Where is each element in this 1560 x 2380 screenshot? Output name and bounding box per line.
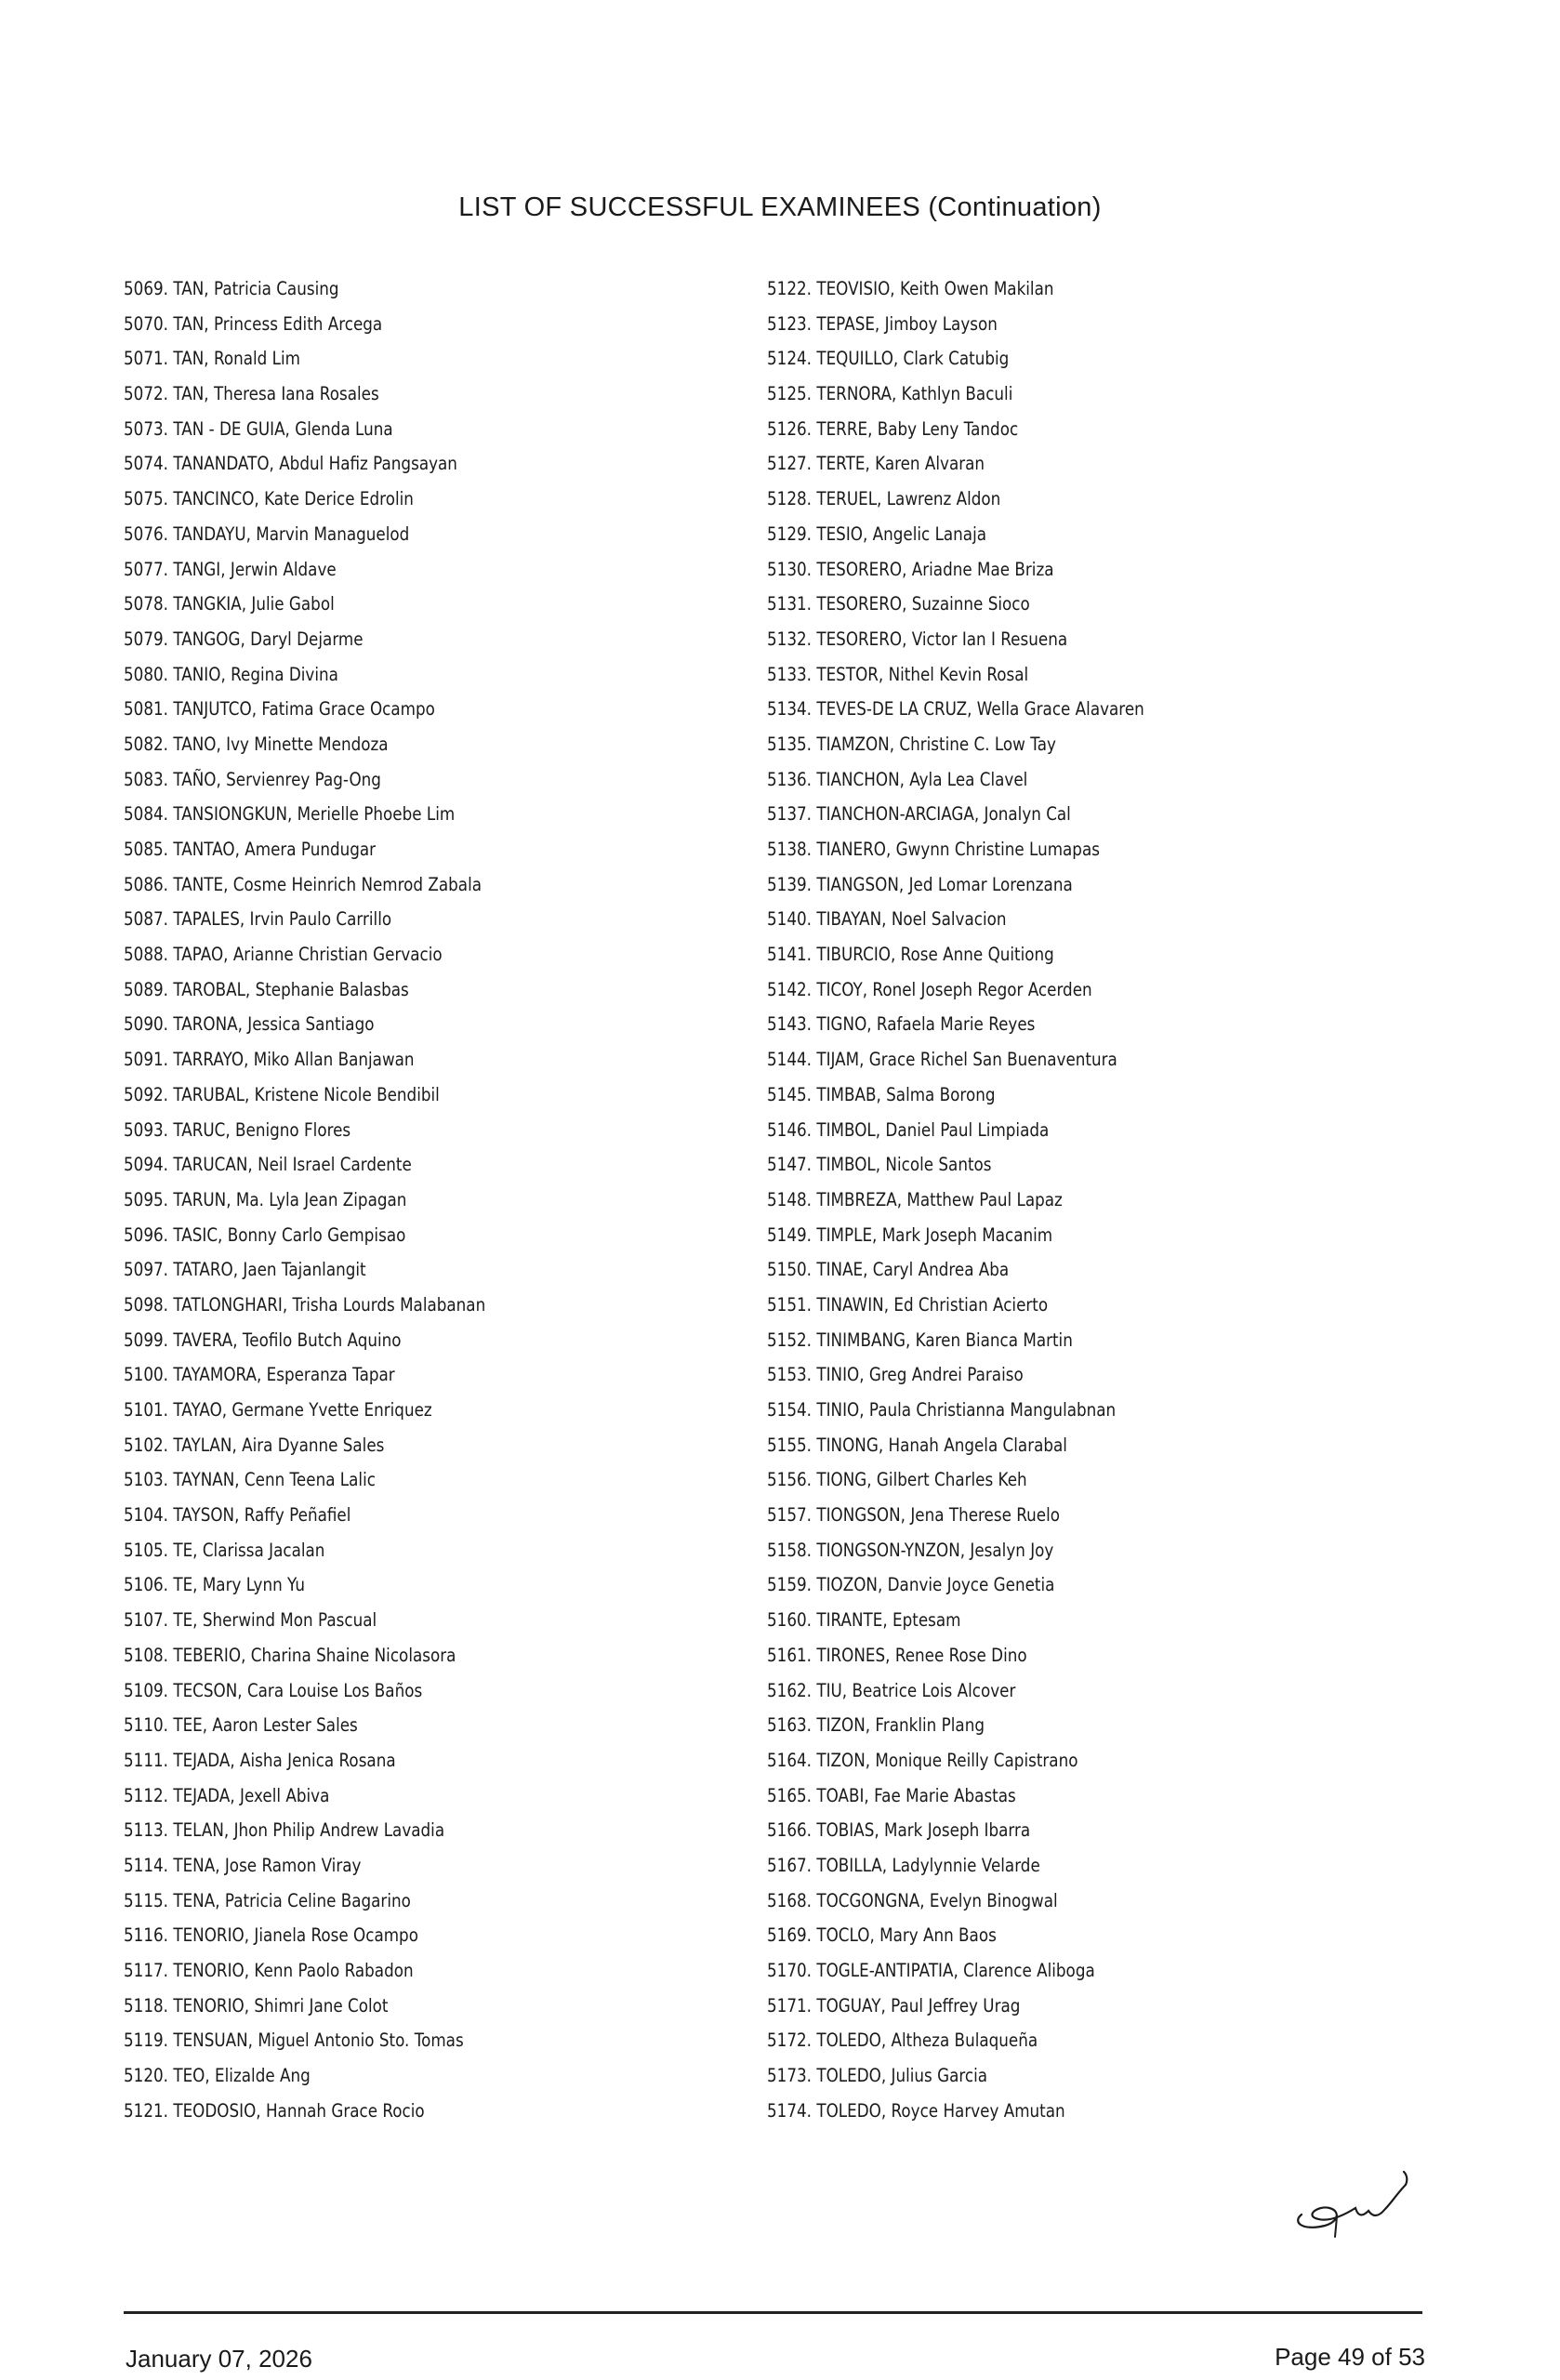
examinee-entry: 5127. TERTE, Karen Alvaran [767, 453, 985, 475]
examinee-entry: 5125. TERNORA, Kathlyn Baculi [767, 383, 1013, 405]
examinee-entry: 5110. TEE, Aaron Lester Sales [124, 1714, 358, 1737]
examinee-entry: 5109. TECSON, Cara Louise Los Baños [124, 1679, 423, 1701]
examinee-entry: 5107. TE, Sherwind Mon Pascual [124, 1609, 377, 1632]
examinee-entry: 5091. TARRAYO, Miko Allan Banjawan [124, 1049, 415, 1071]
examinee-entry: 5162. TIU, Beatrice Lois Alcover [767, 1679, 1016, 1701]
examinee-entry: 5087. TAPALES, Irvin Paulo Carrillo [124, 908, 392, 931]
examinee-list-right [767, 271, 1144, 2128]
examinee-entry: 5084. TANSIONGKUN, Merielle Phoebe Lim [124, 803, 456, 826]
examinee-entry: 5082. TANO, Ivy Minette Mendoza [124, 733, 389, 755]
examinee-entry: 5069. TAN, Patricia Causing [124, 278, 339, 299]
examinee-entry: 5136. TIANCHON, Ayla Lea Clavel [767, 768, 1028, 790]
examinee-entry: 5138. TIANERO, Gwynn Christine Lumapas [767, 839, 1100, 860]
examinee-entry: 5077. TANGI, Jerwin Aldave [124, 558, 337, 580]
examinee-entry: 5098. TATLONGHARI, Trisha Lourds Malabanan [124, 1293, 486, 1316]
examinee-entry: 5144. TIJAM, Grace Richel San Buenaventura [767, 1049, 1117, 1071]
examinee-entry: 5171. TOGUAY, Paul Jeffrey Urag [767, 1994, 1021, 2016]
examinee-entry: 5073. TAN - DE GUIA, Glenda Luna [124, 417, 393, 440]
page-number: Page 49 of 53 [1275, 2343, 1425, 2371]
examinee-entry: 5131. TESORERO, Suzainne Sioco [767, 593, 1030, 615]
examinee-entry: 5134. TEVES-DE LA CRUZ, Wella Grace Alavaren [767, 698, 1144, 721]
examinee-entry: 5106. TE, Mary Lynn Yu [124, 1574, 306, 1596]
examinee-entry: 5154. TINIO, Paula Christianna Mangulabnan [767, 1399, 1117, 1421]
examinee-entry: 5130. TESORERO, Ariadne Mae Briza [767, 558, 1054, 580]
examinee-entry: 5074. TANANDATO, Abdul Hafiz Pangsayan [124, 453, 457, 475]
examinee-entry: 5092. TARUBAL, Kristene Nicole Bendibil [124, 1083, 440, 1105]
page-title: LIST OF SUCCESSFUL EXAMINEES (Continuation) [458, 192, 1102, 222]
examinee-entry: 5103. TAYNAN, Cenn Teena Lalic [124, 1469, 376, 1491]
examinee-entry: 5085. TANTAO, Amera Pundugar [124, 839, 377, 860]
examinee-entry: 5150. TINAE, Caryl Andrea Aba [767, 1259, 1010, 1281]
examinee-entry: 5147. TIMBOL, Nicole Santos [767, 1154, 992, 1176]
examinee-entry: 5104. TAYSON, Raffy Peñafiel [124, 1504, 351, 1527]
examinee-entry: 5157. TIONGSON, Jena Therese Ruelo [767, 1504, 1061, 1527]
examinee-entry: 5140. TIBAYAN, Noel Salvacion [767, 908, 1007, 931]
examinee-entry: 5070. TAN, Princess Edith Arcega [124, 312, 383, 335]
examinee-entry: 5094. TARUCAN, Neil Israel Cardente [124, 1154, 412, 1176]
examinee-entry: 5153. TINIO, Greg Andrei Paraiso [767, 1364, 1024, 1386]
examinee-entry: 5145. TIMBAB, Salma Borong [767, 1083, 996, 1105]
examinee-entry: 5152. TINIMBANG, Karen Bianca Martin [767, 1329, 1073, 1351]
examinee-entry: 5133. TESTOR, Nithel Kevin Rosal [767, 663, 1029, 685]
footer-date: January 07, 2026 [126, 2345, 312, 2373]
examinee-entry: 5158. TIONGSON-YNZON, Jesalyn Joy [767, 1539, 1054, 1561]
examinee-entry: 5116. TENORIO, Jianela Rose Ocampo [124, 1924, 418, 1947]
examinee-entry: 5139. TIANGSON, Jed Lomar Lorenzana [767, 873, 1073, 895]
examinee-entry: 5167. TOBILLA, Ladylynnie Velarde [767, 1854, 1040, 1876]
examinee-entry: 5119. TENSUAN, Miguel Antonio Sto. Tomas [124, 2030, 464, 2052]
examinee-entry: 5170. TOGLE-ANTIPATIA, Clarence Aliboga [767, 1960, 1095, 1981]
examinee-entry: 5165. TOABI, Fae Marie Abastas [767, 1784, 1016, 1806]
examinee-entry: 5102. TAYLAN, Aira Dyanne Sales [124, 1434, 385, 1456]
examinee-entry: 5097. TATARO, Jaen Tajanlangit [124, 1259, 366, 1281]
examinee-entry: 5151. TINAWIN, Ed Christian Acierto [767, 1293, 1049, 1316]
examinee-entry: 5128. TERUEL, Lawrenz Aldon [767, 488, 1001, 510]
examinee-entry: 5100. TAYAMORA, Esperanza Tapar [124, 1364, 395, 1386]
examinee-entry: 5086. TANTE, Cosme Heinrich Nemrod Zabala [124, 873, 483, 895]
examinee-entry: 5155. TINONG, Hanah Angela Clarabal [767, 1434, 1067, 1456]
examinee-entry: 5168. TOCGONGNA, Evelyn Binogwal [767, 1889, 1058, 1911]
examinee-entry: 5117. TENORIO, Kenn Paolo Rabadon [124, 1960, 414, 1981]
examinee-entry: 5172. TOLEDO, Altheza Bulaqueña [767, 2030, 1038, 2052]
examinee-entry: 5075. TANCINCO, Kate Derice Edrolin [124, 488, 414, 510]
examinee-entry: 5093. TARUC, Benigno Flores [124, 1118, 351, 1141]
examinee-entry: 5083. TAÑO, Servienrey Pag-Ong [124, 768, 381, 790]
examinee-entry: 5111. TEJADA, Aisha Jenica Rosana [124, 1749, 396, 1771]
examinee-entry: 5078. TANGKIA, Julie Gabol [124, 593, 335, 615]
examinee-entry: 5120. TEO, Elizalde Ang [124, 2065, 311, 2087]
examinee-entry: 5095. TARUN, Ma. Lyla Jean Zipagan [124, 1188, 407, 1210]
examinee-entry: 5112. TEJADA, Jexell Abiva [124, 1784, 330, 1806]
examinee-entry: 5174. TOLEDO, Royce Harvey Amutan [767, 2099, 1065, 2122]
examinee-entry: 5146. TIMBOL, Daniel Paul Limpiada [767, 1118, 1050, 1141]
examinee-entry: 5113. TELAN, Jhon Philip Andrew Lavadia [124, 1819, 445, 1842]
examinee-entry: 5132. TESORERO, Victor Ian I Resuena [767, 628, 1068, 650]
examinee-entry: 5142. TICOY, Ronel Joseph Regor Acerden [767, 978, 1092, 1000]
examinee-entry: 5118. TENORIO, Shimri Jane Colot [124, 1994, 389, 2016]
examinee-entry: 5090. TARONA, Jessica Santiago [124, 1013, 375, 1036]
examinee-entry: 5121. TEODOSIO, Hannah Grace Rocio [124, 2099, 425, 2122]
examinee-entry: 5072. TAN, Theresa Iana Rosales [124, 383, 379, 405]
examinee-entry: 5141. TIBURCIO, Rose Anne Quitiong [767, 944, 1054, 966]
examinee-entry: 5135. TIAMZON, Christine C. Low Tay [767, 733, 1056, 755]
examinee-entry: 5163. TIZON, Franklin Plang [767, 1714, 985, 1737]
examinee-entry: 5076. TANDAYU, Marvin Managuelod [124, 522, 410, 545]
examinee-entry: 5169. TOCLO, Mary Ann Baos [767, 1924, 997, 1947]
examinee-entry: 5156. TIONG, Gilbert Charles Keh [767, 1469, 1027, 1491]
examinee-entry: 5101. TAYAO, Germane Yvette Enriquez [124, 1399, 432, 1421]
examinee-entry: 5079. TANGOG, Daryl Dejarme [124, 628, 364, 650]
examinee-entry: 5159. TIOZON, Danvie Joyce Genetia [767, 1574, 1055, 1596]
examinee-entry: 5129. TESIO, Angelic Lanaja [767, 522, 987, 545]
examinee-entry: 5166. TOBIAS, Mark Joseph Ibarra [767, 1819, 1031, 1842]
examinee-entry: 5122. TEOVISIO, Keith Owen Makilan [767, 278, 1054, 299]
examinee-entry: 5161. TIRONES, Renee Rose Dino [767, 1644, 1027, 1666]
examinee-entry: 5099. TAVERA, Teofilo Butch Aquino [124, 1329, 402, 1351]
examinee-entry: 5173. TOLEDO, Julius Garcia [767, 2065, 988, 2087]
examinee-entry: 5081. TANJUTCO, Fatima Grace Ocampo [124, 698, 435, 721]
examinee-entry: 5071. TAN, Ronald Lim [124, 348, 301, 370]
examinee-entry: 5123. TEPASE, Jimboy Layson [767, 312, 998, 335]
examinee-entry: 5096. TASIC, Bonny Carlo Gempisao [124, 1223, 406, 1246]
examinee-entry: 5105. TE, Clarissa Jacalan [124, 1539, 325, 1561]
examinee-entry: 5164. TIZON, Monique Reilly Capistrano [767, 1749, 1078, 1771]
examinee-entry: 5148. TIMBREZA, Matthew Paul Lapaz [767, 1188, 1063, 1210]
examinee-entry: 5089. TAROBAL, Stephanie Balasbas [124, 978, 409, 1000]
examinee-entry: 5114. TENA, Jose Ramon Viray [124, 1854, 362, 1876]
examinee-list-left [124, 271, 485, 2128]
examinee-entry: 5137. TIANCHON-ARCIAGA, Jonalyn Cal [767, 803, 1071, 826]
examinee-entry: 5124. TEQUILLO, Clark Catubig [767, 348, 1010, 370]
signature-mark [1283, 2157, 1432, 2241]
examinee-entry: 5149. TIMPLE, Mark Joseph Macanim [767, 1223, 1053, 1246]
examinee-entry: 5160. TIRANTE, Eptesam [767, 1609, 961, 1632]
examinee-entry: 5108. TEBERIO, Charina Shaine Nicolasora [124, 1644, 456, 1666]
examinee-entry: 5126. TERRE, Baby Leny Tandoc [767, 417, 1019, 440]
examinee-entry: 5088. TAPAO, Arianne Christian Gervacio [124, 944, 443, 966]
footer-divider [124, 2311, 1422, 2314]
examinee-entry: 5115. TENA, Patricia Celine Bagarino [124, 1889, 411, 1911]
examinee-entry: 5143. TIGNO, Rafaela Marie Reyes [767, 1013, 1036, 1036]
examinee-entry: 5080. TANIO, Regina Divina [124, 663, 338, 685]
